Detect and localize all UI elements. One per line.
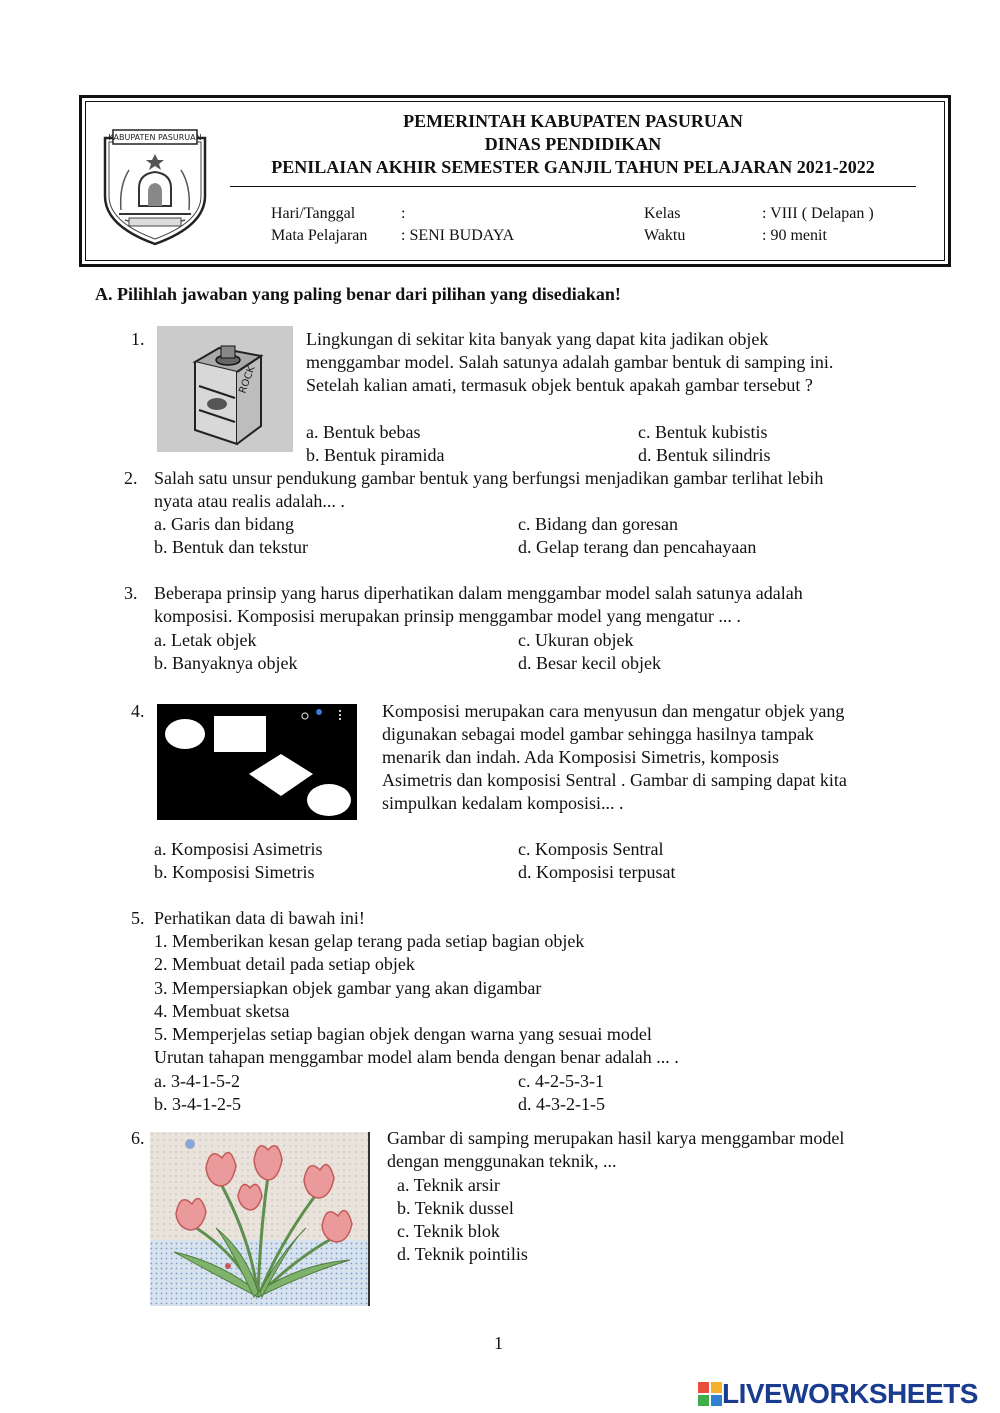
q5-step-4: 4. Membuat sketsa [154, 1001, 290, 1021]
q6-option-a[interactable]: a. Teknik arsir [397, 1175, 500, 1195]
q4-text-line5: simpulkan kedalam komposisi... . [382, 793, 624, 813]
q4-number: 4. [131, 701, 145, 721]
q3-option-b[interactable]: b. Banyaknya objek [154, 653, 298, 673]
q5-option-d[interactable]: d. 4-3-2-1-5 [518, 1094, 605, 1114]
q4-text-line4: Asimetris dan komposisi Sentral . Gambar di samping dapat kita [382, 770, 847, 790]
q4-text-line3: menarik dan indah. Ada Komposisi Simetris, komposis [382, 747, 779, 767]
q3-option-a[interactable]: a. Letak objek [154, 630, 257, 650]
q3-text-line2: komposisi. Komposisi merupakan prinsip menggambar model yang mengatur ... . [154, 606, 741, 626]
kelas-label: Kelas [644, 205, 681, 222]
svg-text:KABUPATEN PASURUAN: KABUPATEN PASURUAN [108, 133, 202, 142]
q5-step-2: 2. Membuat detail pada setiap objek [154, 954, 415, 974]
q3-text-line1: Beberapa prinsip yang harus diperhatikan dalam menggambar model salah satunya adalah [154, 583, 803, 603]
q4-option-d[interactable]: d. Komposisi terpusat [518, 862, 676, 882]
q6-pointillism-flowers [150, 1132, 370, 1306]
liveworksheets-watermark: LIVEWORKSHEETS [722, 1378, 978, 1409]
q6-option-d[interactable]: d. Teknik pointilis [397, 1244, 528, 1264]
q5-step-3: 3. Mempersiapkan objek gambar yang akan digambar [154, 978, 542, 998]
q5-number: 5. [131, 908, 145, 928]
q2-number: 2. [124, 468, 138, 488]
q6-text-line1: Gambar di samping merupakan hasil karya menggambar model [387, 1128, 845, 1148]
q1-stove-drawing [157, 326, 293, 452]
mapel-label: Mata Pelajaran [271, 227, 368, 244]
q4-text-line2: digunakan sebagai model gambar sehingga hasilnya tampak [382, 724, 814, 744]
q5-step-5: 5. Memperjelas setiap bagian objek dengan warna yang sesuai model [154, 1024, 652, 1044]
q2-option-a[interactable]: a. Garis dan bidang [154, 514, 294, 534]
q2-option-b[interactable]: b. Bentuk dan tekstur [154, 537, 308, 557]
q6-option-c[interactable]: c. Teknik blok [397, 1221, 500, 1241]
kelas-value: : VIII ( Delapan ) [762, 205, 874, 222]
q1-text-line1: Lingkungan di sekitar kita banyak yang dapat kita jadikan objek [306, 329, 769, 349]
q1-text-line2: menggambar model. Salah satunya adalah gambar bentuk di samping ini. [306, 352, 834, 372]
q5-tail: Urutan tahapan menggambar model alam benda dengan benar adalah ... . [154, 1047, 679, 1067]
q4-option-a[interactable]: a. Komposisi Asimetris [154, 839, 323, 859]
q3-number: 3. [124, 583, 138, 603]
q4-composition-image [157, 704, 357, 820]
waktu-label: Waktu [644, 227, 686, 244]
q1-option-c[interactable]: c. Bentuk kubistis [638, 422, 768, 442]
q1-option-a[interactable]: a. Bentuk bebas [306, 422, 421, 442]
hari-value: : [401, 205, 406, 222]
liveworksheets-logo-icon [698, 1382, 722, 1406]
header-title-line1: PEMERINTAH KABUPATEN PASURUAN [403, 111, 743, 131]
q1-text-line3: Setelah kalian amati, termasuk objek bentuk apakah gambar tersebut ? [306, 375, 813, 395]
q5-option-b[interactable]: b. 3-4-1-2-5 [154, 1094, 241, 1114]
q2-option-d[interactable]: d. Gelap terang dan pencahayaan [518, 537, 757, 557]
section-a-instruction: A. Pilihlah jawaban yang paling benar dari pilihan yang disediakan! [95, 284, 621, 304]
mapel-value: : SENI BUDAYA [401, 227, 515, 244]
q5-option-c[interactable]: c. 4-2-5-3-1 [518, 1071, 604, 1091]
q1-option-b[interactable]: b. Bentuk piramida [306, 445, 445, 465]
q6-text-line2: dengan menggunakan teknik, ... [387, 1151, 617, 1171]
q3-option-d[interactable]: d. Besar kecil objek [518, 653, 661, 673]
header-title-line3: PENILAIAN AKHIR SEMESTER GANJIL TAHUN PELAJARAN 2021-2022 [271, 157, 875, 177]
page-number: 1 [494, 1333, 503, 1353]
q3-option-c[interactable]: c. Ukuran objek [518, 630, 634, 650]
q1-number: 1. [131, 329, 145, 349]
q5-step-1: 1. Memberikan kesan gelap terang pada setiap bagian objek [154, 931, 585, 951]
waktu-value: : 90 menit [762, 227, 827, 244]
q4-option-c[interactable]: c. Komposis Sentral [518, 839, 664, 859]
regency-logo [99, 126, 211, 246]
q6-number: 6. [131, 1128, 145, 1148]
hari-label: Hari/Tanggal [271, 205, 356, 222]
svg-text:ROCK: ROCK [237, 364, 258, 396]
q1-option-d[interactable]: d. Bentuk silindris [638, 445, 771, 465]
q5-text-line1: Perhatikan data di bawah ini! [154, 908, 365, 928]
q4-text-line1: Komposisi merupakan cara menyusun dan mengatur objek yang [382, 701, 845, 721]
q6-option-b[interactable]: b. Teknik dussel [397, 1198, 514, 1218]
q4-option-b[interactable]: b. Komposisi Simetris [154, 862, 315, 882]
header-divider [230, 186, 916, 187]
header-title-line2: DINAS PENDIDIKAN [484, 134, 662, 154]
q5-option-a[interactable]: a. 3-4-1-5-2 [154, 1071, 240, 1091]
q2-option-c[interactable]: c. Bidang dan goresan [518, 514, 678, 534]
q2-text-line1: Salah satu unsur pendukung gambar bentuk yang berfungsi menjadikan gambar terlihat lebih [154, 468, 824, 488]
q2-text-line2: nyata atau realis adalah... . [154, 491, 345, 511]
